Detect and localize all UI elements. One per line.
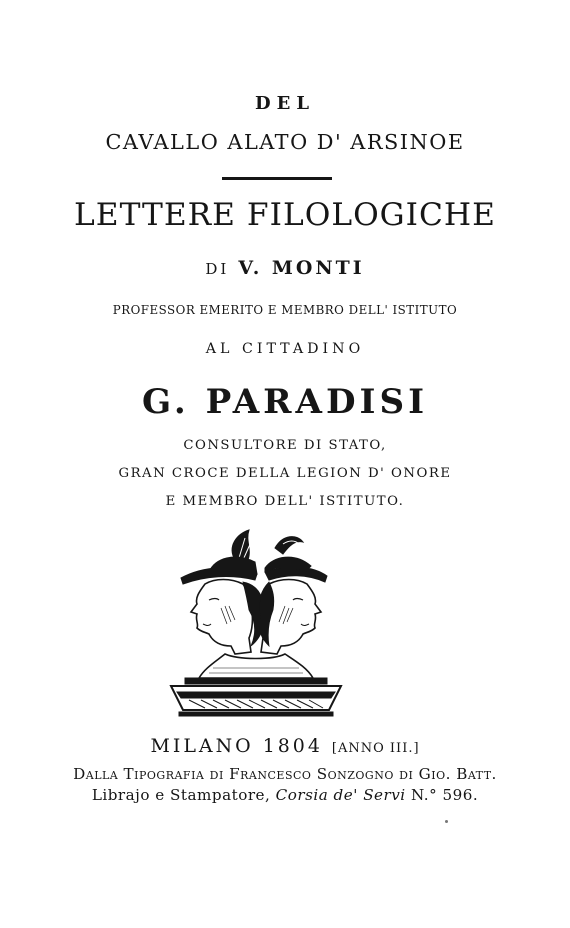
dedication-line: AL CITTADINO: [205, 341, 365, 357]
bookseller: Librajo e Stampatore,: [91, 786, 271, 804]
imprint-place-year: [0, 735, 570, 757]
place-year: MILANO 1804: [150, 735, 323, 757]
subject-line: CAVALLO ALATO D' ARSINOE: [105, 130, 465, 154]
address: Corsia de' Servi: [275, 786, 406, 804]
bookseller-line: [0, 786, 570, 804]
paper-speck: [445, 820, 448, 823]
horizontal-rule: [222, 177, 332, 180]
author-prefix: DI: [205, 260, 230, 278]
recipient-name: G. PARADISI: [141, 382, 429, 422]
anno-label: [ANNO III.]: [331, 741, 420, 756]
author-role: PROFESSOR EMERITO E MEMBRO DELL' ISTITUTO: [112, 303, 458, 317]
street-number: N.° 596.: [410, 786, 479, 804]
printer-line: Dalla Tipografia di Francesco Sonzogno di Gio. Batt.: [73, 765, 497, 783]
book-title: LETTERE FILOLOGICHE: [74, 197, 496, 233]
author-line: [0, 257, 570, 279]
recipient-title: CONSULTORE DI STATO,: [183, 438, 387, 453]
recipient-title: E MEMBRO DELL' ISTITUTO.: [165, 494, 405, 509]
recipient-title: GRAN CROCE DELLA LEGION D' ONORE: [118, 466, 452, 481]
heading-del: DEL: [255, 93, 315, 114]
hermes-janus-herm-icon: [165, 528, 405, 720]
author-name: V. MONTI: [238, 257, 365, 279]
